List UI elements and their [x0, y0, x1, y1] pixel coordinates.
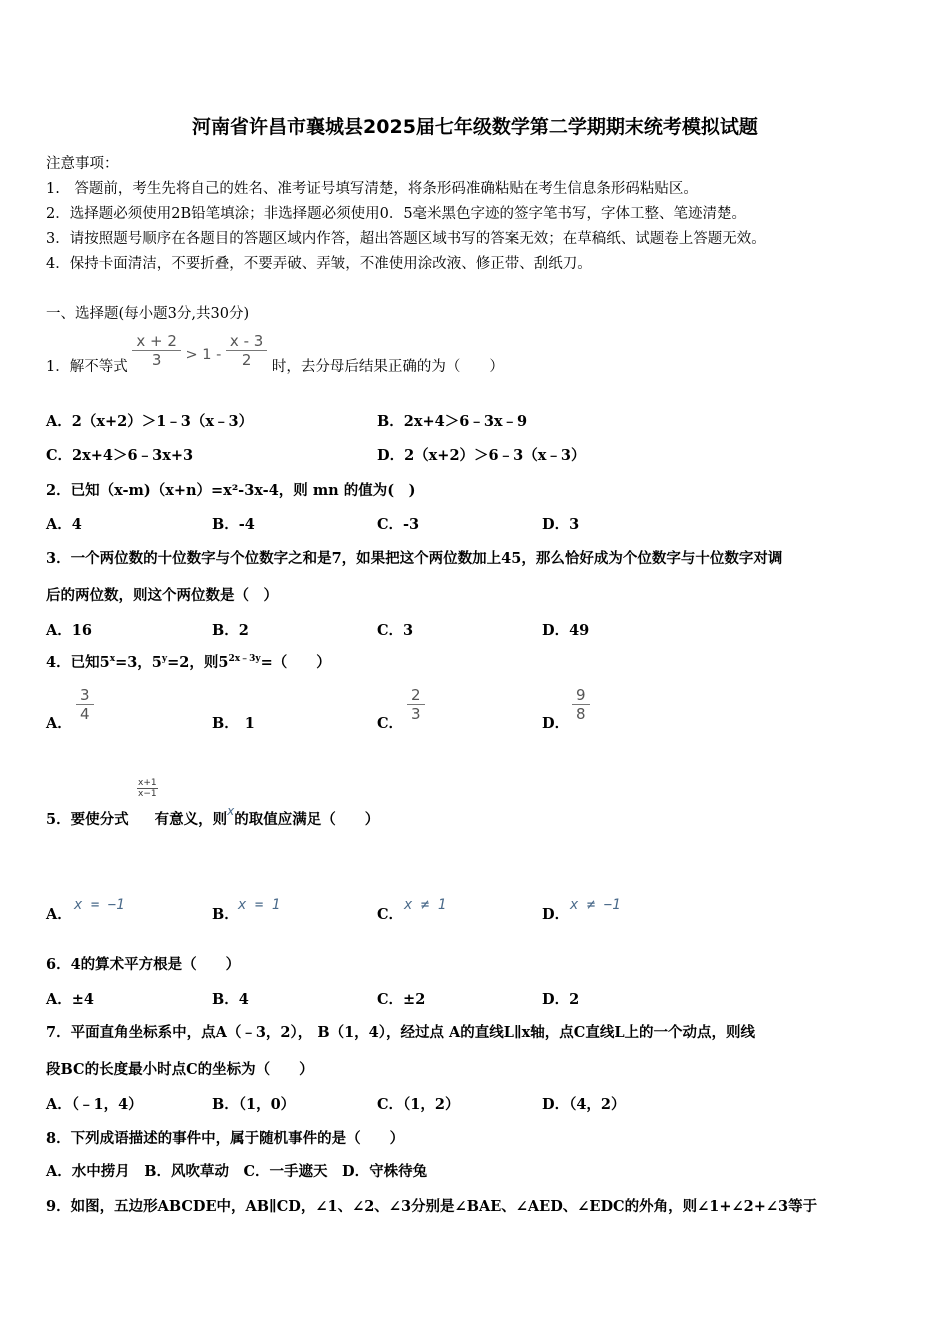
- q3-option-d[interactable]: D．49: [542, 622, 590, 639]
- q5-suffix: 的取值应满足（ ）: [234, 811, 380, 828]
- question-7-line-2: 段BC的长度最小时点C的坐标为（ ）: [46, 1061, 314, 1078]
- q4-option-b[interactable]: [212, 712, 255, 733]
- q4-option-d[interactable]: [542, 712, 569, 733]
- q7-option-b[interactable]: B．（1，0）: [212, 1096, 296, 1113]
- q4-sup-x: x: [109, 654, 116, 665]
- q1-option-a[interactable]: A．2（x+2）＞1﹣3（x﹣3）: [46, 413, 254, 430]
- q5-option-d-expr: x ≠ −1: [570, 897, 621, 913]
- q4-a-numerator: 3: [76, 686, 94, 705]
- question-5: [46, 804, 380, 829]
- q4-option-a[interactable]: [46, 712, 72, 733]
- q4-text-a: 4．已知5: [46, 654, 110, 671]
- question-6: 6．4的算术平方根是（ ）: [46, 956, 241, 973]
- document-title: 河南省许昌市襄城县2025届七年级数学第二学期期末统考模拟试题: [192, 116, 758, 138]
- q6-option-c[interactable]: C．±2: [377, 991, 426, 1008]
- q6-option-a[interactable]: A．±4: [46, 991, 94, 1008]
- q5-fraction-numerator: x+1: [138, 778, 157, 788]
- question-2: 2．已知（x-m)（x+n）=x²-3x-4，则 mn 的值为( ): [46, 482, 416, 499]
- q8-options[interactable]: A．水中捞月 B．风吹草动 C．一手遮天 D．守株待兔: [46, 1163, 428, 1180]
- q5-option-c[interactable]: [377, 903, 403, 924]
- q4-option-c-fraction: [407, 686, 425, 723]
- q4-option-b-label: B．: [212, 715, 239, 732]
- question-1: [46, 326, 504, 375]
- q1-fraction-1-numerator: x + 2: [132, 332, 181, 351]
- q1-prefix: 1．解不等式: [46, 358, 128, 375]
- question-9: 9．如图，五边形ABCDE中，AB∥CD，∠1、∠2、∠3分别是∠BAE、∠AED、∠EDC的外角，则∠1+∠2+∠3等于: [46, 1198, 818, 1215]
- q4-text-c: =2，则5: [167, 654, 229, 671]
- q5-option-b-label: B．: [212, 906, 239, 923]
- section-heading: 一、选择题(每小题3分,共30分): [46, 306, 250, 322]
- question-8: 8．下列成语描述的事件中，属于随机事件的是（ ）: [46, 1130, 405, 1147]
- q5-option-a[interactable]: [46, 903, 72, 924]
- q4-option-b-value: 1: [244, 715, 255, 732]
- q5-option-b[interactable]: [212, 903, 239, 924]
- q5-option-a-expr: x = −1: [74, 897, 125, 913]
- q3-option-c[interactable]: C．3: [377, 622, 414, 639]
- q1-fraction-1: [132, 332, 181, 369]
- question-3-line-2: 后的两位数，则这个两位数是（ ）: [46, 587, 278, 604]
- q2-option-b[interactable]: B．-4: [212, 516, 255, 533]
- q5-option-c-label: C．: [377, 906, 404, 923]
- question-3-line-1: 3．一个两位数的十位数字与个位数字之和是7，如果把这个两位数加上45，那么恰好成为个位数字与十位数字对调: [46, 550, 783, 567]
- q5-variable: x: [227, 804, 235, 818]
- q4-d-denominator: 8: [576, 705, 586, 723]
- q1-option-b[interactable]: B．2x+4＞6﹣3x﹣9: [377, 413, 528, 430]
- q3-option-a[interactable]: A．16: [46, 622, 92, 639]
- q1-fraction-2-numerator: x - 3: [226, 332, 267, 351]
- question-4: [46, 651, 331, 672]
- q4-c-denominator: 3: [411, 705, 421, 723]
- notice-heading: 注意事项：: [46, 156, 119, 172]
- q4-sup-exp: 2x﹣3y: [228, 654, 261, 665]
- notice-item-2: 2．选择题必须使用2B铅笔填涂；非选择题必须使用0．5毫米黑色字迹的签字笔书写，字体工整、笔迹清楚。: [46, 206, 747, 222]
- q7-option-a[interactable]: A．（﹣1，4）: [46, 1096, 143, 1113]
- q5-fraction: [137, 778, 158, 799]
- q6-option-b[interactable]: B．4: [212, 991, 249, 1008]
- q4-sup-y: y: [161, 654, 168, 665]
- q4-c-numerator: 2: [407, 686, 425, 705]
- q1-option-c[interactable]: C．2x+4＞6﹣3x+3: [46, 447, 194, 464]
- q1-option-d[interactable]: D．2（x+2）＞6﹣3（x﹣3）: [377, 447, 586, 464]
- q4-option-c-label: C．: [377, 715, 404, 732]
- q4-text-b: =3，5: [115, 654, 162, 671]
- q5-prefix: 5．要使分式: [46, 811, 129, 828]
- q1-fraction-1-denominator: 3: [151, 351, 162, 369]
- q7-option-c[interactable]: C．（1，2）: [377, 1096, 460, 1113]
- question-7-line-1: 7．平面直角坐标系中，点A（﹣3，2）， B（1，4），经过点 A的直线L∥x轴，点C直线L上的一个动点，则线: [46, 1024, 756, 1041]
- q5-fraction-denominator: x−1: [138, 789, 157, 799]
- q4-option-d-label: D．: [542, 715, 570, 732]
- q7-option-d[interactable]: D．（4，2）: [542, 1096, 626, 1113]
- q1-fraction-2-denominator: 2: [241, 351, 252, 369]
- q1-mid: > 1 -: [185, 346, 222, 363]
- q5-option-d-label: D．: [542, 906, 570, 923]
- notice-item-1: 1. 答题前，考生先将自己的姓名、准考证号填写清楚，将条形码准确粘贴在考生信息条形码粘贴区。: [46, 181, 698, 197]
- q2-option-a[interactable]: A．4: [46, 516, 82, 533]
- q5-mid: 有意义，则: [154, 811, 228, 828]
- q4-option-c[interactable]: [377, 712, 403, 733]
- q4-option-a-label: A．: [46, 715, 72, 732]
- q2-option-d[interactable]: D．3: [542, 516, 580, 533]
- q4-a-denominator: 4: [80, 705, 90, 723]
- q1-suffix: 时，去分母后结果正确的为（ ）: [271, 358, 504, 375]
- notice-item-4: 4．保持卡面清洁，不要折叠，不要弄破、弄皱，不准使用涂改液、修正带、刮纸刀。: [46, 256, 592, 272]
- q5-option-b-expr: x = 1: [238, 897, 281, 913]
- q5-option-a-label: A．: [46, 906, 72, 923]
- q4-text-d: =（ ）: [260, 654, 331, 671]
- q5-option-d[interactable]: [542, 903, 569, 924]
- q2-option-c[interactable]: C．-3: [377, 516, 420, 533]
- q5-option-c-expr: x ≠ 1: [404, 897, 447, 913]
- q1-fraction-2: [226, 332, 267, 369]
- q4-d-numerator: 9: [572, 686, 590, 705]
- q6-option-d[interactable]: D．2: [542, 991, 580, 1008]
- notice-item-3: 3．请按照题号顺序在各题目的答题区域内作答，超出答题区域书写的答案无效；在草稿纸、试题卷上答题无效。: [46, 231, 766, 247]
- q3-option-b[interactable]: B．2: [212, 622, 249, 639]
- q4-option-a-fraction: [76, 686, 94, 723]
- q4-option-d-fraction: [572, 686, 590, 723]
